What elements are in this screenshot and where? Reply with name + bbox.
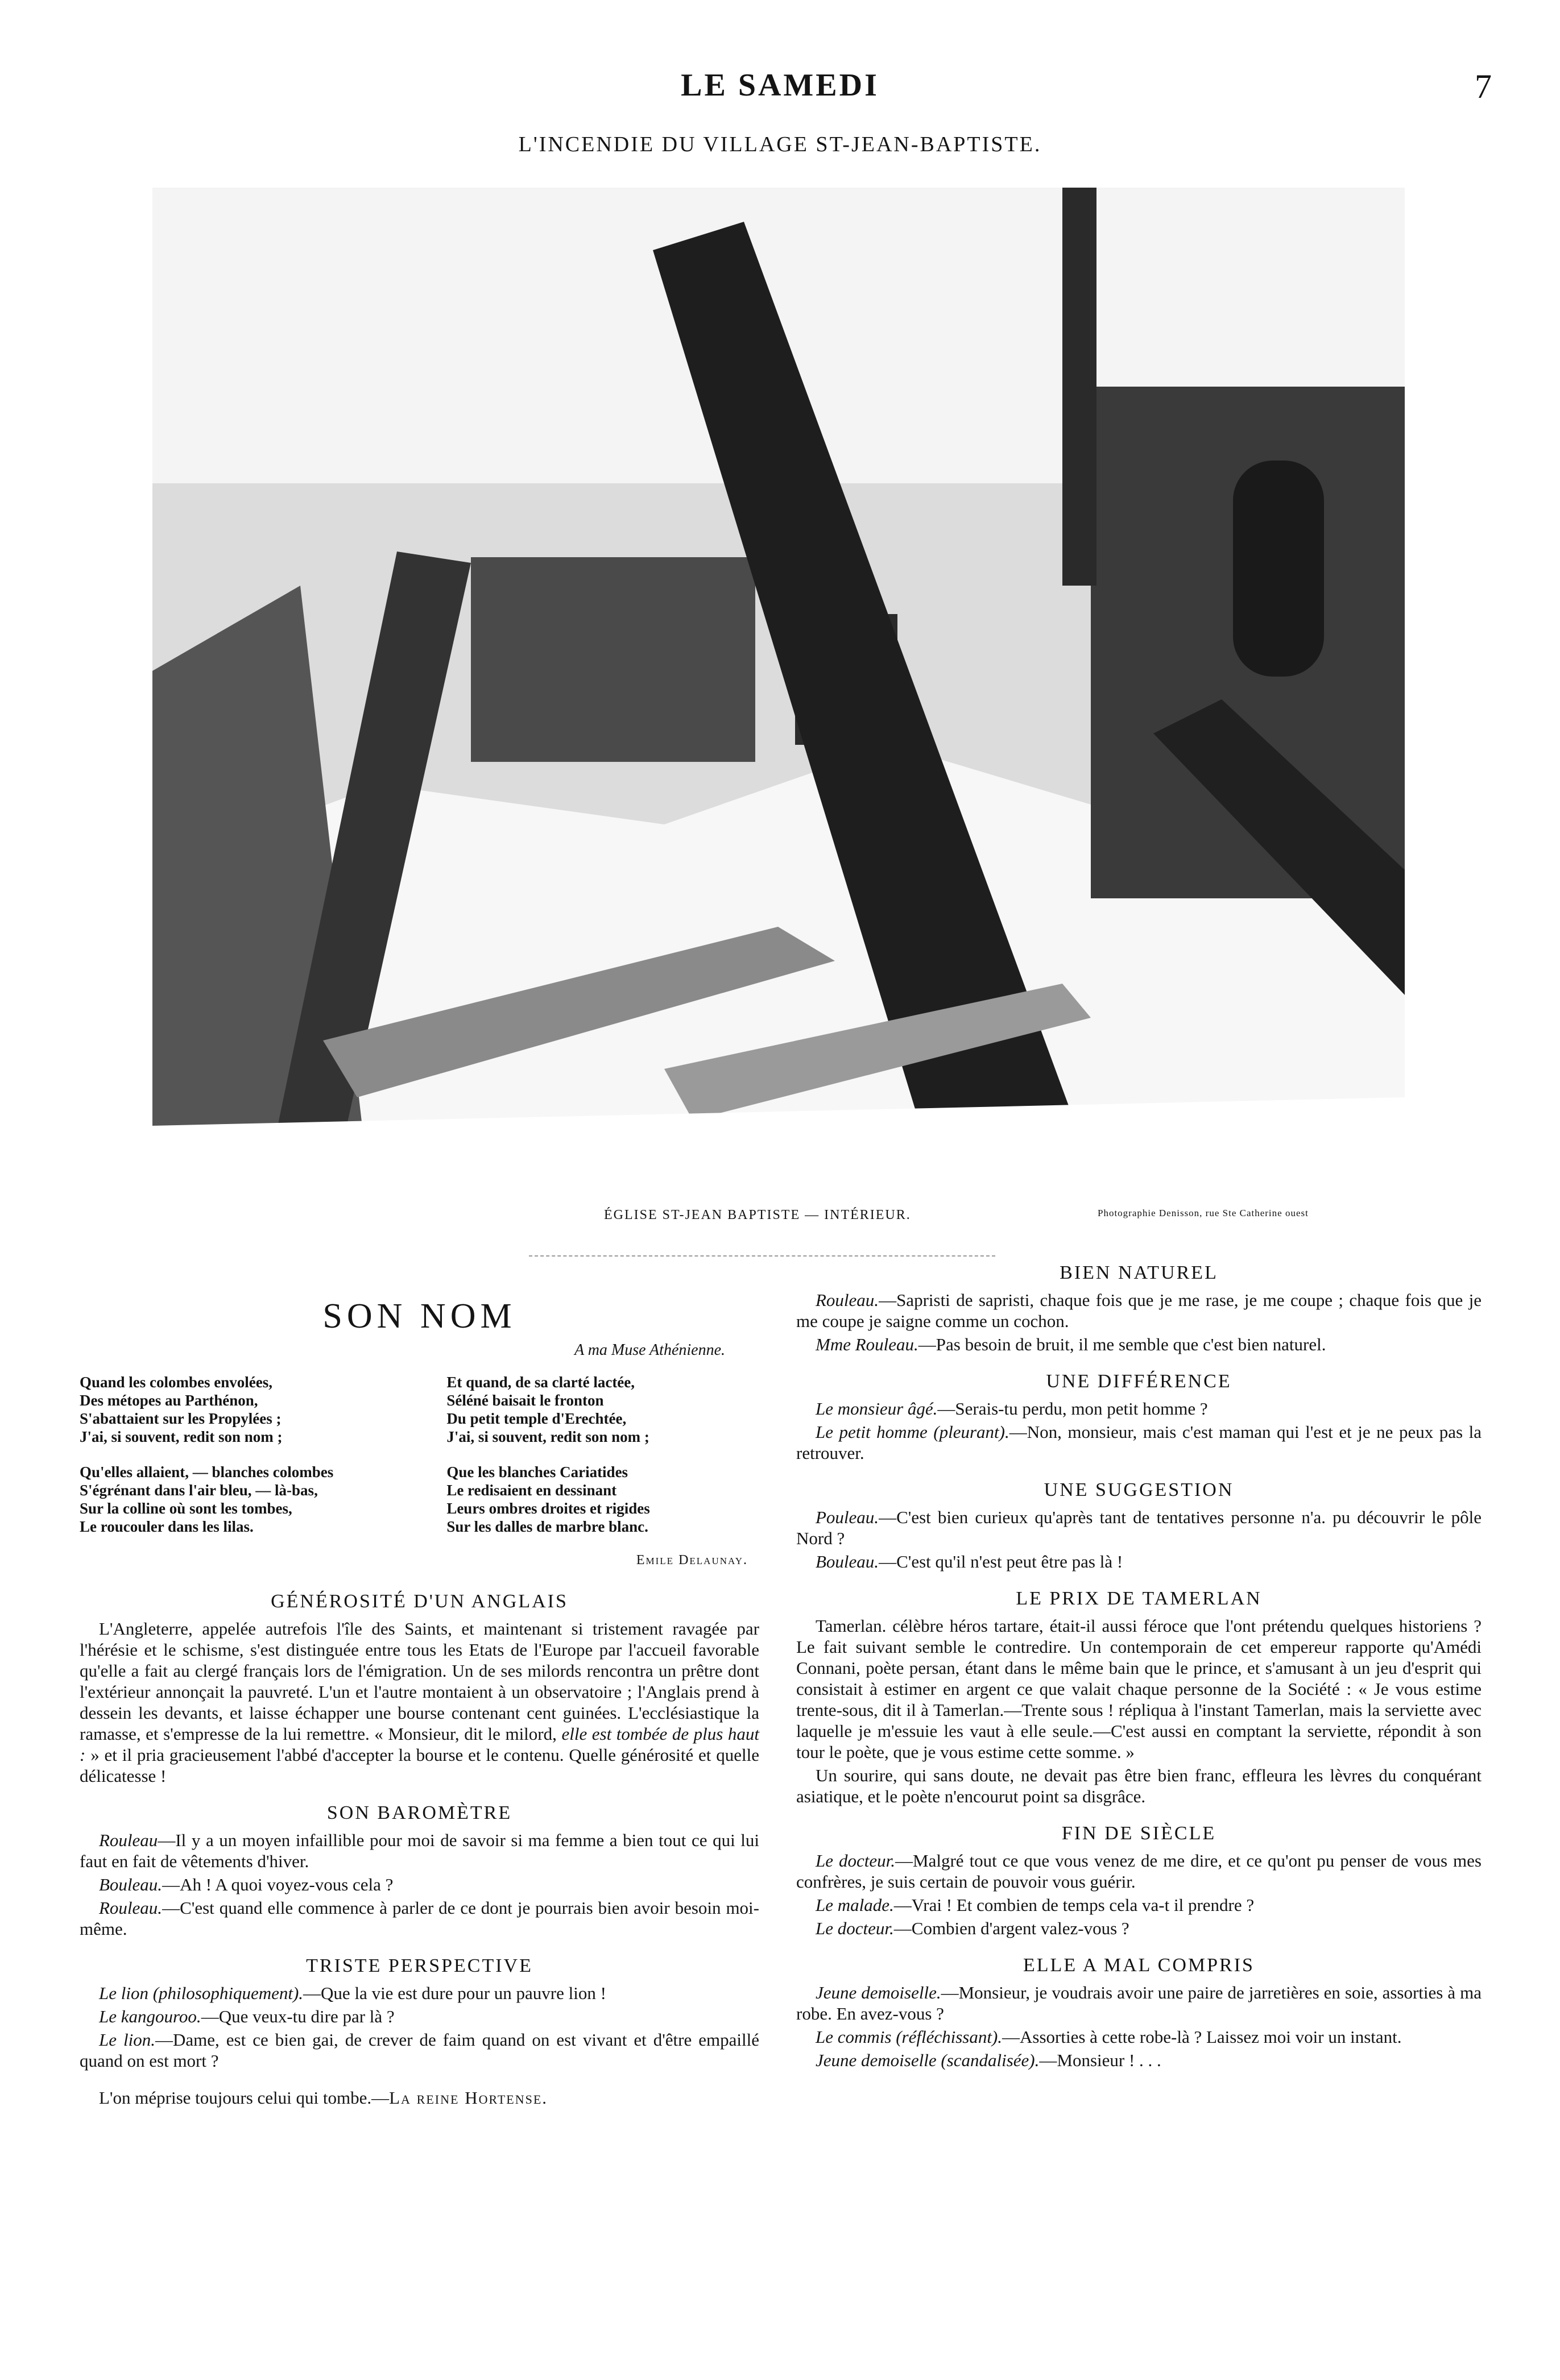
speaker: Pouleau. (816, 1507, 879, 1527)
poem-dedication: A ma Muse Athénienne. (574, 1341, 725, 1359)
stanza (446, 1463, 759, 1536)
dialogue-line (796, 1894, 1482, 1915)
poem-left-column (80, 1373, 392, 1553)
article-paragraph: Un sourire, qui sans doute, ne devait pas être bien franc, effleura les lèvres du conquérant asiatique, et le poète n'encourut point sa disgrâce. (796, 1765, 1482, 1806)
dialogue-line (796, 1918, 1482, 1939)
verse-line: Séléné baisait le fronton (446, 1392, 604, 1409)
dialogue-text: —Serais-tu perdu, mon petit homme ? (937, 1399, 1208, 1419)
poem-right-column (446, 1373, 759, 1553)
speaker: Le kangouroo. (99, 2006, 201, 2026)
dialogue-line (796, 1334, 1482, 1355)
dialogue-text: —Que veux-tu dire par là ? (201, 2006, 395, 2026)
dialogue-text: —C'est quand elle commence à parler de ce dont je pourrais bien avoir besoin moi-même. (80, 1898, 759, 1939)
dialogue-line (796, 1398, 1482, 1419)
section-title: UNE DIFFÉRENCE (1046, 1371, 1232, 1392)
section-title: SON BAROMÈTRE (326, 1802, 512, 1823)
dialogue-text: —Assorties à cette robe-là ? Laissez moi voir un instant. (1002, 2027, 1402, 2047)
article-emphasis: elle est tombée de plus haut : (80, 1724, 760, 1765)
verse-line: Que les blanches Cariatides (446, 1463, 628, 1481)
speaker: Le malade. (816, 1895, 894, 1915)
dialogue-line (80, 1874, 759, 1895)
right-column (796, 1262, 1482, 2073)
speaker: Le docteur. (816, 1851, 896, 1871)
poem-body (80, 1373, 759, 1553)
stanza (446, 1373, 759, 1446)
dialogue-text: —Que la vie est dure pour un pauvre lion ! (303, 1983, 606, 2003)
dialogue-text: —Vrai ! Et combien de temps cela va-t il prendre ? (893, 1895, 1255, 1915)
dialogue-line (796, 1289, 1482, 1332)
dialogue-text: —Monsieur, je voudrais avoir une paire de jarretières en soie, assorties à ma robe. En avez-vous ? (796, 1983, 1482, 2024)
dialogue-line (796, 2026, 1482, 2047)
dialogue-line (796, 1507, 1482, 1549)
speaker: Rouleau. (816, 1290, 879, 1310)
dialogue-line (796, 1421, 1482, 1463)
dialogue-line (80, 1983, 759, 2004)
dialogue-line (80, 1830, 759, 1872)
speaker: Jeune demoiselle. (816, 1983, 941, 2002)
verse-line: S'égrénant dans l'air bleu, — là-bas, (80, 1482, 318, 1499)
section-title: UNE SUGGESTION (1044, 1479, 1234, 1500)
verse-line: Du petit temple d'Erechtée, (446, 1410, 627, 1427)
dialogue-text: —Sapristi de sapristi, chaque fois que je me rase, je me coupe ; chaque fois que je me coupe je saigne comme un cochon. (796, 1290, 1482, 1331)
divider (529, 1255, 995, 1257)
dialogue-text: —Ah ! A quoi voyez-vous cela ? (162, 1875, 394, 1894)
quote-text: L'on méprise toujours celui qui tombe.— (99, 2088, 390, 2108)
verse-line: Des métopes au Parthénon, (80, 1392, 258, 1409)
ruins-illustration (152, 188, 1405, 1181)
speaker: Le petit homme (pleurant). (816, 1422, 1009, 1442)
speaker: Mme Rouleau. (816, 1334, 918, 1354)
section-title: BIEN NATUREL (1060, 1262, 1218, 1283)
dialogue-line (80, 2006, 759, 2027)
speaker: Le lion (philosophiquement). (99, 1983, 304, 2003)
speaker: Le docteur. (816, 1918, 894, 1938)
verse-line: Leurs ombres droites et rigides (446, 1500, 650, 1517)
article-text: L'Angleterre, appelée autrefois l'île des Saints, et maintenant si tristement ravagée par l'hérésie et le schisme, s'est distinguée entre tous les Etats de l'Europe par l'accueil favorable qu'elle a fait au clergé français lors de l'émigration. Un de ses milords rencontra un prêtre dont l'extérieur annonçait la pauvreté. L'un et l'autre montaient à un observatoire ; l'Anglais prend à dessein les devants, et laisse échapper une bourse contenant cent guinées. L'ecclésiastique la ramasse, et s'empresse de la lui remettre. « Monsieur, dit le milord, (80, 1619, 759, 1744)
stanza (80, 1373, 392, 1446)
photo-title: L'INCENDIE DU VILLAGE ST-JEAN-BAPTISTE. (518, 132, 1042, 156)
poem-title: SON NOM (322, 1297, 516, 1336)
verse-line: Quand les colombes envolées, (80, 1374, 273, 1391)
page-number: 7 (1475, 68, 1492, 105)
photo-caption: ÉGLISE ST-JEAN BAPTISTE — INTÉRIEUR. (604, 1208, 911, 1222)
quote-author: La reine Hortense. (389, 2088, 548, 2108)
speaker: Rouleau. (99, 1898, 163, 1918)
section-title: TRISTE PERSPECTIVE (306, 1955, 533, 1976)
dialogue-line (796, 1551, 1482, 1572)
church-ruins-photo (152, 188, 1405, 1181)
dialogue-text: —C'est qu'il n'est peut être pas là ! (879, 1552, 1123, 1572)
verse-line: Le redisaient en dessinant (446, 1482, 617, 1499)
masthead: LE SAMEDI (681, 68, 879, 103)
dialogue-text: —Dame, est ce bien gai, de crever de faim quand on est vivant et d'être empaillé quand on est mort ? (80, 2030, 759, 2071)
dialogue-text: —Combien d'argent valez-vous ? (893, 1918, 1129, 1938)
section-title: GÉNÉROSITÉ D'UN ANGLAIS (271, 1591, 568, 1612)
speaker: Bouleau. (99, 1875, 163, 1894)
dialogue-line (80, 2029, 759, 2071)
speaker: Bouleau. (816, 1552, 879, 1572)
dialogue-text: —Pas besoin de bruit, il me semble que c'est bien naturel. (918, 1334, 1326, 1354)
article-text: » et il pria gracieusement l'abbé d'accepter la bourse et le contenu. Quelle générosité et quelle délicatesse ! (80, 1745, 760, 1786)
closing-quote (80, 2087, 759, 2108)
dialogue-line (80, 1897, 759, 1939)
stanza (80, 1463, 392, 1536)
section-title: FIN DE SIÈCLE (1061, 1823, 1216, 1844)
speaker: Rouleau (99, 1830, 158, 1850)
left-column (80, 1262, 759, 2111)
verse-line: Sur la colline où sont les tombes, (80, 1500, 292, 1517)
dialogue-line (796, 2050, 1482, 2071)
dialogue-text: —Malgré tout ce que vous venez de me dire, et ce qu'ont pu penser de vous mes confrères, je suis certain de pouvoir vous guérir. (796, 1851, 1482, 1892)
speaker: Jeune demoiselle (scandalisée). (816, 2050, 1040, 2070)
verse-line: Le roucouler dans les lilas. (80, 1518, 254, 1535)
verse-line: J'ai, si souvent, redit son nom ; (446, 1428, 649, 1445)
poem-author: Emile Delaunay. (636, 1553, 748, 1568)
dialogue-line (796, 1982, 1482, 2024)
photo-credit: Photographie Denisson, rue Ste Catherine ouest (1098, 1208, 1309, 1218)
speaker: Le lion. (99, 2030, 155, 2050)
speaker: Le monsieur âgé. (816, 1399, 938, 1419)
dialogue-text: —Non, monsieur, mais c'est maman qui l'est et je ne peux pas la retrouver. (796, 1422, 1482, 1463)
verse-line: Et quand, de sa clarté lactée, (446, 1374, 635, 1391)
verse-line: Qu'elles allaient, — blanches colombes (80, 1463, 334, 1481)
verse-line: Sur les dalles de marbre blanc. (446, 1518, 648, 1535)
section-title: LE PRIX DE TAMERLAN (1016, 1588, 1262, 1609)
dialogue-text: —Il y a un moyen infaillible pour moi de savoir si ma femme a bien tout ce qui lui faut en fait de vêtements d'hiver. (80, 1830, 759, 1871)
dialogue-line (796, 1850, 1482, 1892)
verse-line: S'abattaient sur les Propylées ; (80, 1410, 282, 1427)
dialogue-text: —Monsieur ! . . . (1039, 2050, 1161, 2070)
article-paragraph: Tamerlan. célèbre héros tartare, était-il aussi féroce que l'ont prétendu quelques historiens ? Le fait suivant semble le contredire. Un contemporain de cet empereur rapporte qu'Amédi Connani, poète persan, étant dans le même bain que le prince, et s'amusant à un jeu d'esprit qui consistait à estimer en argent ce que valait chaque personne de la Société : « Je vous estime trente-sous, dit il à Tamerlan.—Trente sous ! répliqua à l'instant Tamerlan, mais la serviette avec laquelle je m'essuie les vaut à elle seule.—C'est aussi en comptant la serviette, répondit à son tour le poète, que je vous estime cette somme. » (796, 1616, 1482, 1762)
dialogue-text: —C'est bien curieux qu'après tant de tentatives personne n'a. pu découvrir le pôle Nord ? (796, 1507, 1482, 1548)
verse-line: J'ai, si souvent, redit son nom ; (80, 1428, 283, 1445)
section-title: ELLE A MAL COMPRIS (1023, 1955, 1255, 1976)
speaker: Le commis (réfléchissant). (816, 2027, 1003, 2047)
article-paragraph (80, 1618, 759, 1786)
